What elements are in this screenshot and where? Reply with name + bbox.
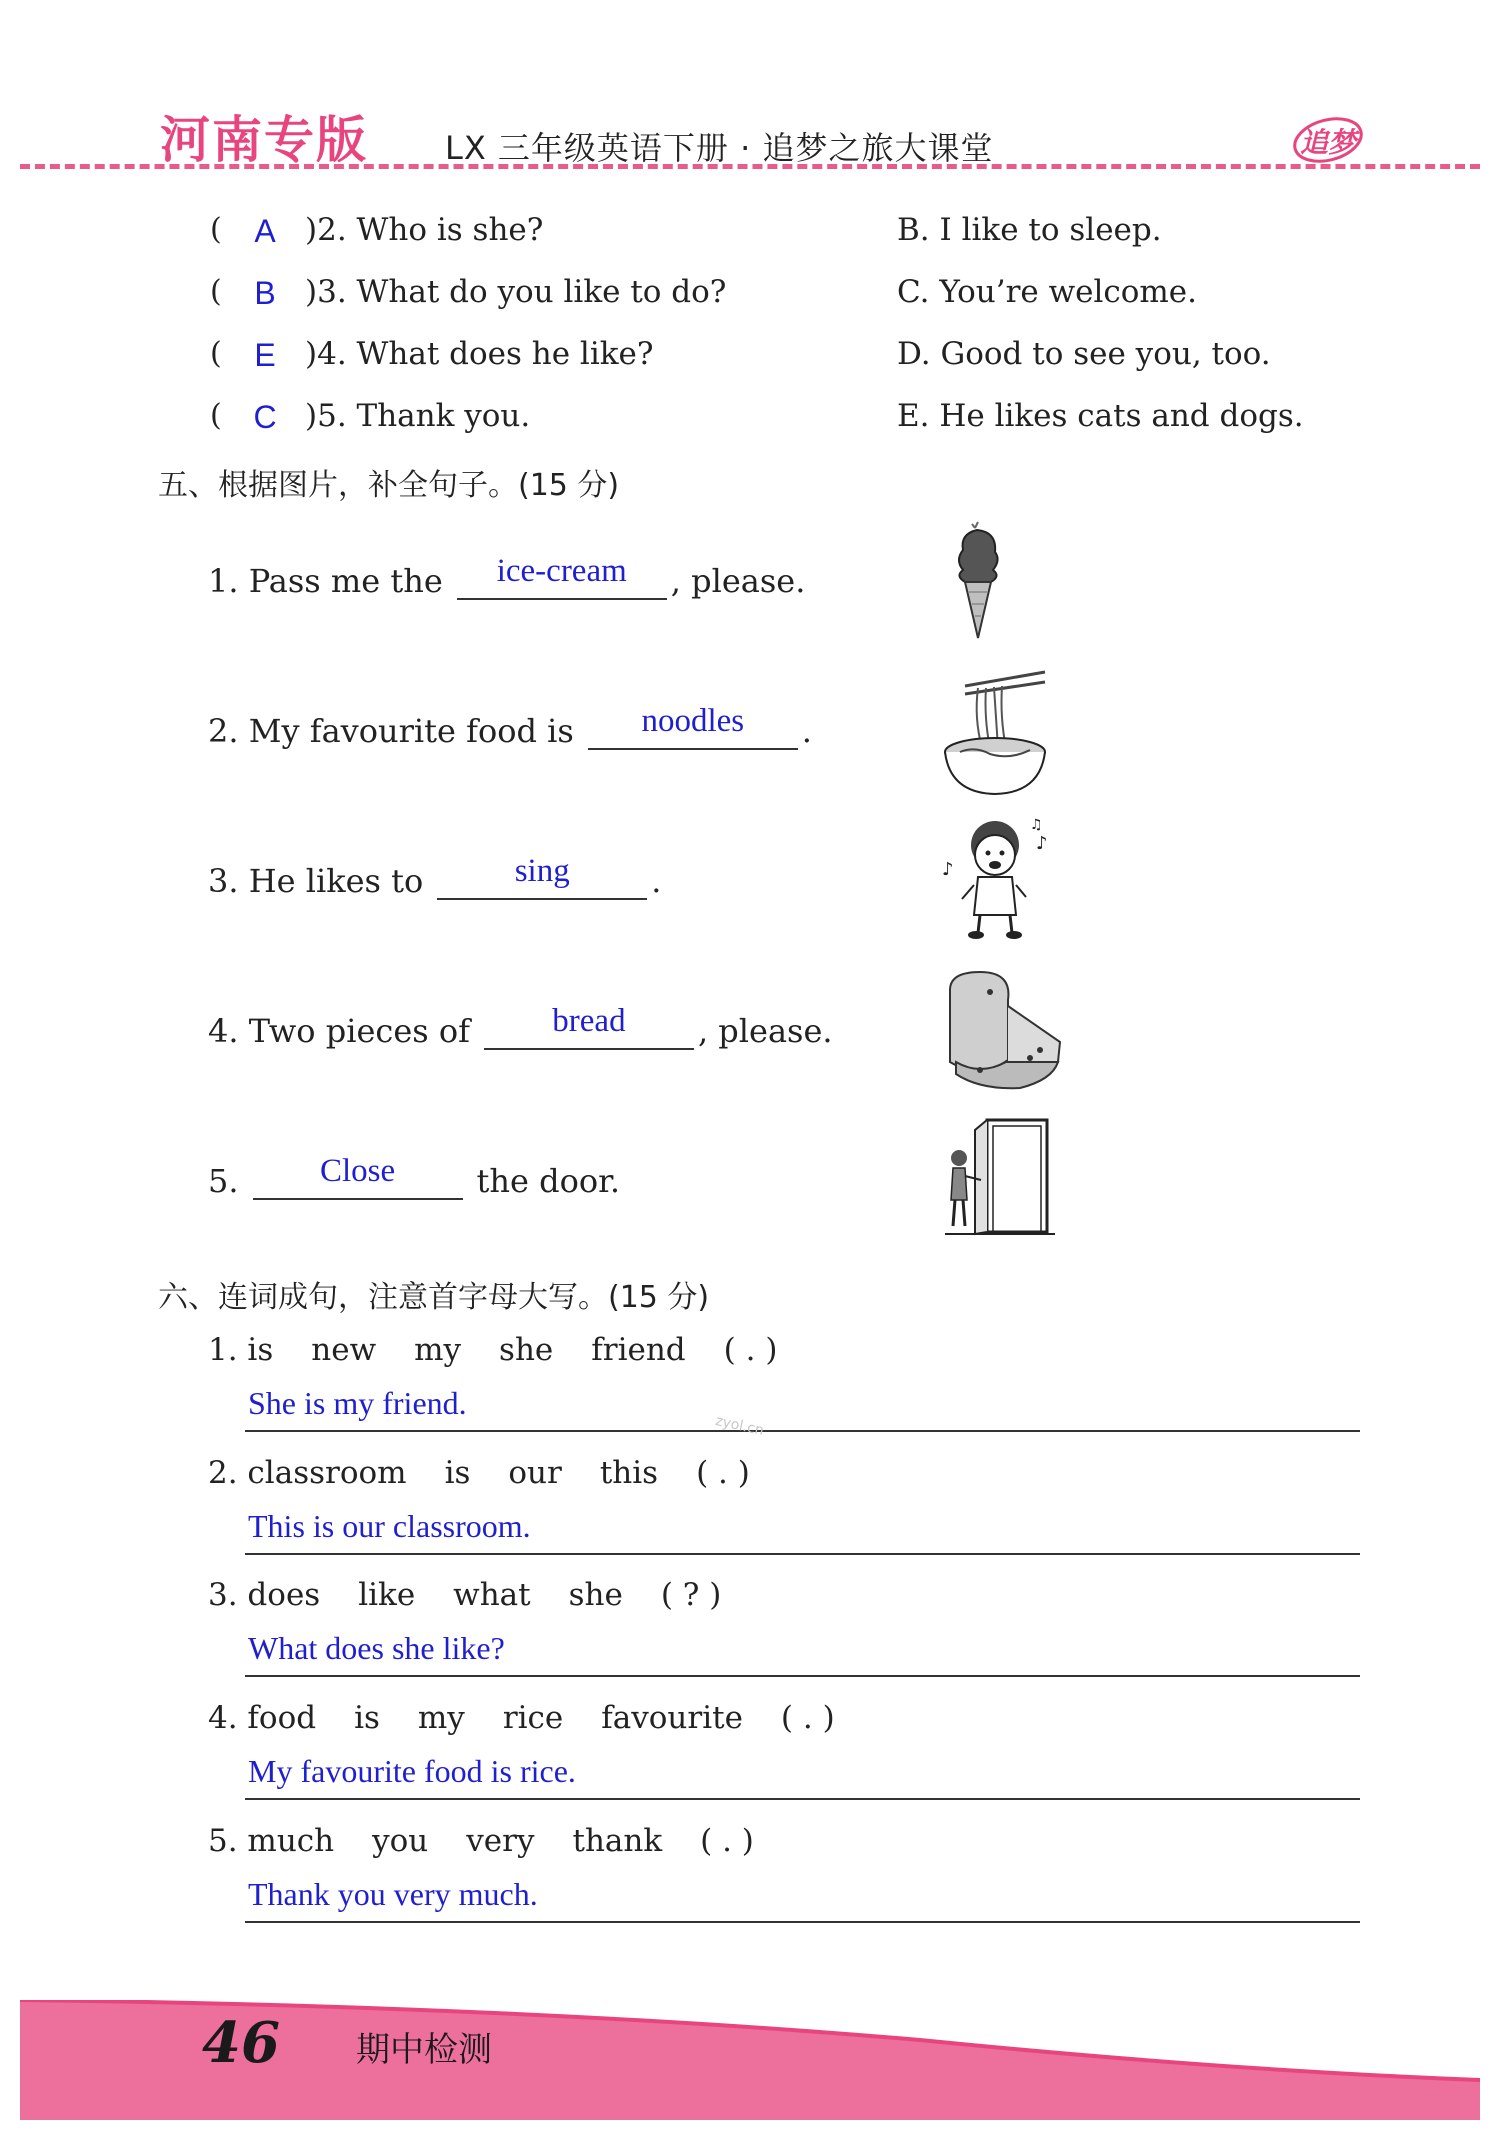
blank-answer: ice-cream (496, 553, 627, 589)
fill-sentence (208, 1003, 833, 1050)
fill-sentence (208, 553, 806, 600)
svg-text:♪: ♪ (942, 859, 954, 880)
section-6-title: 六、连词成句，注意首字母大写。(15 分) (158, 1280, 710, 1315)
header-divider (20, 164, 1480, 169)
match-question: )3. What do you like to do? (305, 274, 727, 310)
answer-blank (457, 553, 667, 600)
match-option: B. I like to sleep. (897, 212, 1162, 248)
sentence-end: , please. (670, 562, 806, 600)
match-question: )4. What does he like? (305, 336, 654, 372)
match-answer: A (254, 213, 276, 249)
answer-blank (253, 1153, 463, 1200)
blank-answer: sing (514, 853, 570, 889)
word: she (568, 1577, 623, 1613)
answer-line (245, 1430, 1360, 1432)
blank-answer: noodles (641, 703, 745, 739)
word: very (466, 1823, 535, 1859)
fill-sentence (208, 703, 812, 750)
scrambled-words (208, 1332, 777, 1368)
blank-answer: bread (552, 1003, 626, 1039)
scrambled-words (208, 1455, 750, 1491)
word: this (599, 1455, 659, 1491)
svg-text:♫: ♫ (1030, 817, 1043, 833)
match-answer: B (254, 275, 276, 311)
answer-line (245, 1921, 1360, 1923)
ice-cream-icon (945, 520, 1015, 645)
word: ( ? ) (660, 1577, 722, 1613)
match-question: )5. Thank you. (305, 398, 531, 434)
book-title: LX 三年级英语下册 · 追梦之旅大课堂 (445, 129, 994, 167)
paren-open: ( (210, 274, 222, 309)
word: 4. food (208, 1700, 317, 1736)
word: our (508, 1455, 562, 1491)
word: 3. does (208, 1577, 321, 1613)
word: 2. classroom (208, 1455, 407, 1491)
scrambled-words (208, 1823, 754, 1859)
svg-text:追梦: 追梦 (1300, 126, 1357, 159)
answer-blank (484, 1003, 694, 1050)
word: my (414, 1332, 462, 1368)
chase-dream-logo (1290, 110, 1370, 168)
word: ( . ) (700, 1823, 754, 1859)
match-answer: E (254, 337, 276, 373)
word: what (453, 1577, 531, 1613)
answer-sentence: Thank you very much. (248, 1876, 538, 1912)
answer-line (245, 1798, 1360, 1800)
word: is (444, 1455, 471, 1491)
word: 5. much (208, 1823, 335, 1859)
fill-sentence (208, 853, 662, 900)
answer-blank (437, 853, 647, 900)
bread-icon (940, 970, 1070, 1095)
sentence-end: . (651, 862, 662, 900)
word: my (417, 1700, 465, 1736)
word: new (311, 1332, 377, 1368)
answer-line (245, 1553, 1360, 1555)
answer-sentence: She is my friend. (248, 1385, 467, 1421)
blank-answer: Close (319, 1153, 396, 1189)
door-icon (945, 1118, 1060, 1238)
answer-sentence: My favourite food is rice. (248, 1753, 576, 1789)
sentence-end: . (801, 712, 812, 750)
word: rice (502, 1700, 564, 1736)
sentence-start: 2. My favourite food is (208, 712, 574, 750)
sentence-start: 3. He likes to (208, 862, 424, 900)
scrambled-words (208, 1700, 835, 1736)
match-option: E. He likes cats and dogs. (897, 398, 1304, 434)
singing-boy-icon (940, 815, 1055, 945)
paren-open: ( (210, 398, 222, 433)
answer-line (245, 1675, 1360, 1677)
svg-text:♪: ♪ (1036, 833, 1048, 854)
watermark: zyol.cn (713, 1413, 766, 1439)
sentence-end: , please. (697, 1012, 833, 1050)
sentence-end: the door. (476, 1162, 621, 1200)
answer-sentence: What does she like? (248, 1630, 505, 1666)
word: she (499, 1332, 554, 1368)
noodles-icon (940, 668, 1050, 798)
section-5-title: 五、根据图片，补全句子。(15 分) (158, 468, 620, 503)
word: ( . ) (723, 1332, 778, 1368)
edition-label: 河南专版 (160, 111, 368, 169)
word: ( . ) (780, 1700, 835, 1736)
match-option: D. Good to see you, too. (897, 336, 1271, 372)
match-answer: C (253, 399, 277, 435)
word: favourite (601, 1700, 743, 1736)
word: like (358, 1577, 416, 1613)
answer-sentence: This is our classroom. (248, 1508, 531, 1544)
match-question: )2. Who is she? (305, 212, 544, 248)
page-number: 46 (202, 2010, 280, 2076)
word: you (372, 1823, 429, 1859)
paren-open: ( (210, 336, 222, 371)
footer-label: 期中检测 (356, 2030, 492, 2070)
word: ( . ) (696, 1455, 750, 1491)
paren-open: ( (210, 212, 222, 247)
word: 1. is (208, 1332, 274, 1368)
answer-blank (588, 703, 798, 750)
word: friend (591, 1332, 686, 1368)
match-option: C. You’re welcome. (897, 274, 1198, 310)
sentence-start: 5. (208, 1162, 239, 1200)
scrambled-words (208, 1577, 721, 1613)
sentence-start: 1. Pass me the (208, 562, 443, 600)
word: is (354, 1700, 380, 1736)
fill-sentence (208, 1153, 621, 1200)
sentence-start: 4. Two pieces of (208, 1012, 470, 1050)
word: thank (572, 1823, 663, 1859)
